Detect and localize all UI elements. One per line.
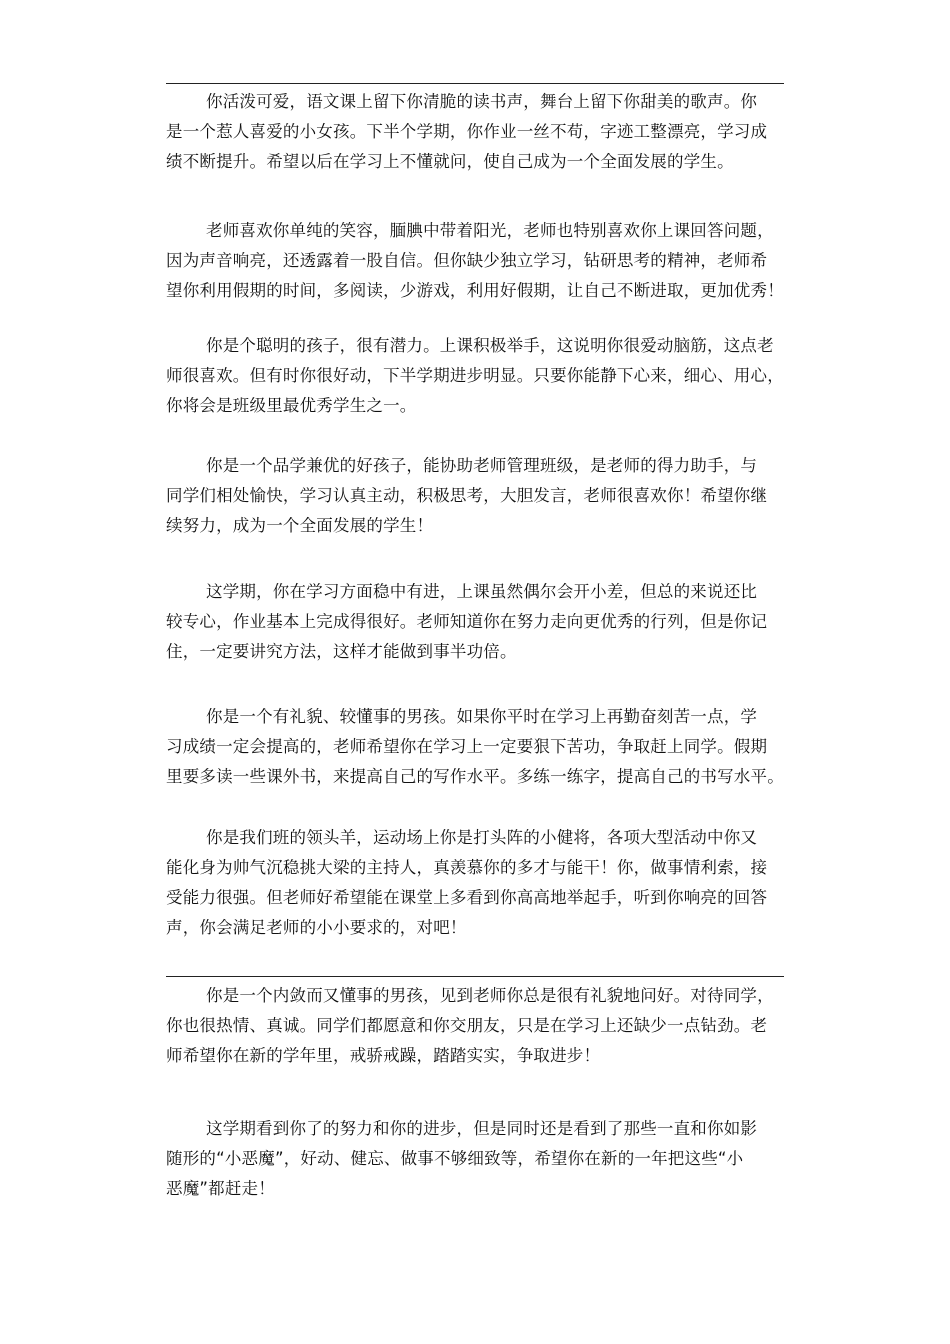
paragraph-line: 这学期看到你了的努力和你的进步，但是同时还是看到了那些一直和你如影 [206,1119,758,1138]
paragraph-line: 里要多读一些课外书，来提高自己的写作水平。多练一练字，提高自己的书写水平。 [166,767,784,786]
paragraph-line: 受能力很强。但老师好希望能在课堂上多看到你高高地举起手，听到你响亮的回答 [166,888,768,907]
paragraph-line: 这学期，你在学习方面稳中有进，上课虽然偶尔会开小差，但总的来说还比 [206,582,758,601]
paragraph-line: 你是一个品学兼优的好孩子，能协助老师管理班级，是老师的得力助手，与 [206,456,758,475]
paragraph-line: 住，一定要讲究方法，这样才能做到事半功倍。 [166,642,517,661]
paragraph-line: 你将会是班级里最优秀学生之一。 [166,396,417,415]
paragraph-line: 你也很热情、真诚。同学们都愿意和你交朋友，只是在学习上还缺少一点钻劲。老 [166,1016,768,1035]
paragraph-line: 因为声音响亮，还透露着一股自信。但你缺少独立学习，钻研思考的精神，老师希 [166,251,768,270]
paragraph-line: 随形的“小恶魔”，好动、健忘、做事不够细致等，希望你在新的一年把这些“小 [166,1149,744,1168]
comment-paragraph-5 [166,577,786,667]
paragraph-line: 你是我们班的领头羊，运动场上你是打头阵的小健将，各项大型活动中你又 [206,828,758,847]
comment-paragraph-6 [166,702,786,792]
paragraph-line: 师很喜欢。但有时你很好动，下半学期进步明显。只要你能静下心来，细心、用心， [166,366,784,385]
paragraph-line: 你是一个有礼貌、较懂事的男孩。如果你平时在学习上再勤奋刻苦一点，学 [206,707,758,726]
paragraph-line: 你是一个内敛而又懂事的男孩，见到老师你总是很有礼貌地问好。对待同学， [206,986,774,1005]
paragraph-line: 你活泼可爱，语文课上留下你清脆的读书声，舞台上留下你甜美的歌声。你 [206,92,758,111]
comment-paragraph-1 [166,87,786,177]
paragraph-line: 师希望你在新的学年里，戒骄戒躁，踏踏实实，争取进步！ [166,1046,601,1065]
comment-paragraph-9 [166,1114,786,1204]
paragraph-line: 老师喜欢你单纯的笑容，腼腆中带着阳光，老师也特别喜欢你上课回答问题， [206,221,774,240]
paragraph-line: 续努力，成为一个全面发展的学生！ [166,516,434,535]
paragraph-line: 是一个惹人喜爱的小女孩。下半个学期，你作业一丝不苟，字迹工整漂亮，学习成 [166,122,768,141]
comment-paragraph-4 [166,451,786,541]
paragraph-line: 习成绩一定会提高的，老师希望你在学习上一定要狠下苦功，争取赶上同学。假期 [166,737,768,756]
comment-paragraph-7 [166,823,786,943]
comment-paragraph-2 [166,216,786,306]
comment-paragraph-8 [166,981,786,1071]
paragraph-line: 绩不断提升。希望以后在学习上不懂就问，使自己成为一个全面发展的学生。 [166,152,734,171]
top-divider [166,83,784,84]
paragraph-line: 恶魔”都赶走！ [166,1179,275,1198]
paragraph-line: 能化身为帅气沉稳挑大梁的主持人，真羡慕你的多才与能干！你，做事情利索，接 [166,858,768,877]
paragraph-line: 你是个聪明的孩子，很有潜力。上课积极举手，这说明你很爱动脑筋，这点老 [206,336,774,355]
middle-divider [166,976,784,977]
paragraph-line: 望你利用假期的时间，多阅读，少游戏，利用好假期，让自己不断进取，更加优秀！ [166,281,784,300]
paragraph-line: 较专心，作业基本上完成得很好。老师知道你在努力走向更优秀的行列，但是你记 [166,612,768,631]
paragraph-line: 同学们相处愉快，学习认真主动，积极思考，大胆发言，老师很喜欢你！希望你继 [166,486,768,505]
comment-paragraph-3 [166,331,786,421]
paragraph-line: 声，你会满足老师的小小要求的，对吧！ [166,918,467,937]
